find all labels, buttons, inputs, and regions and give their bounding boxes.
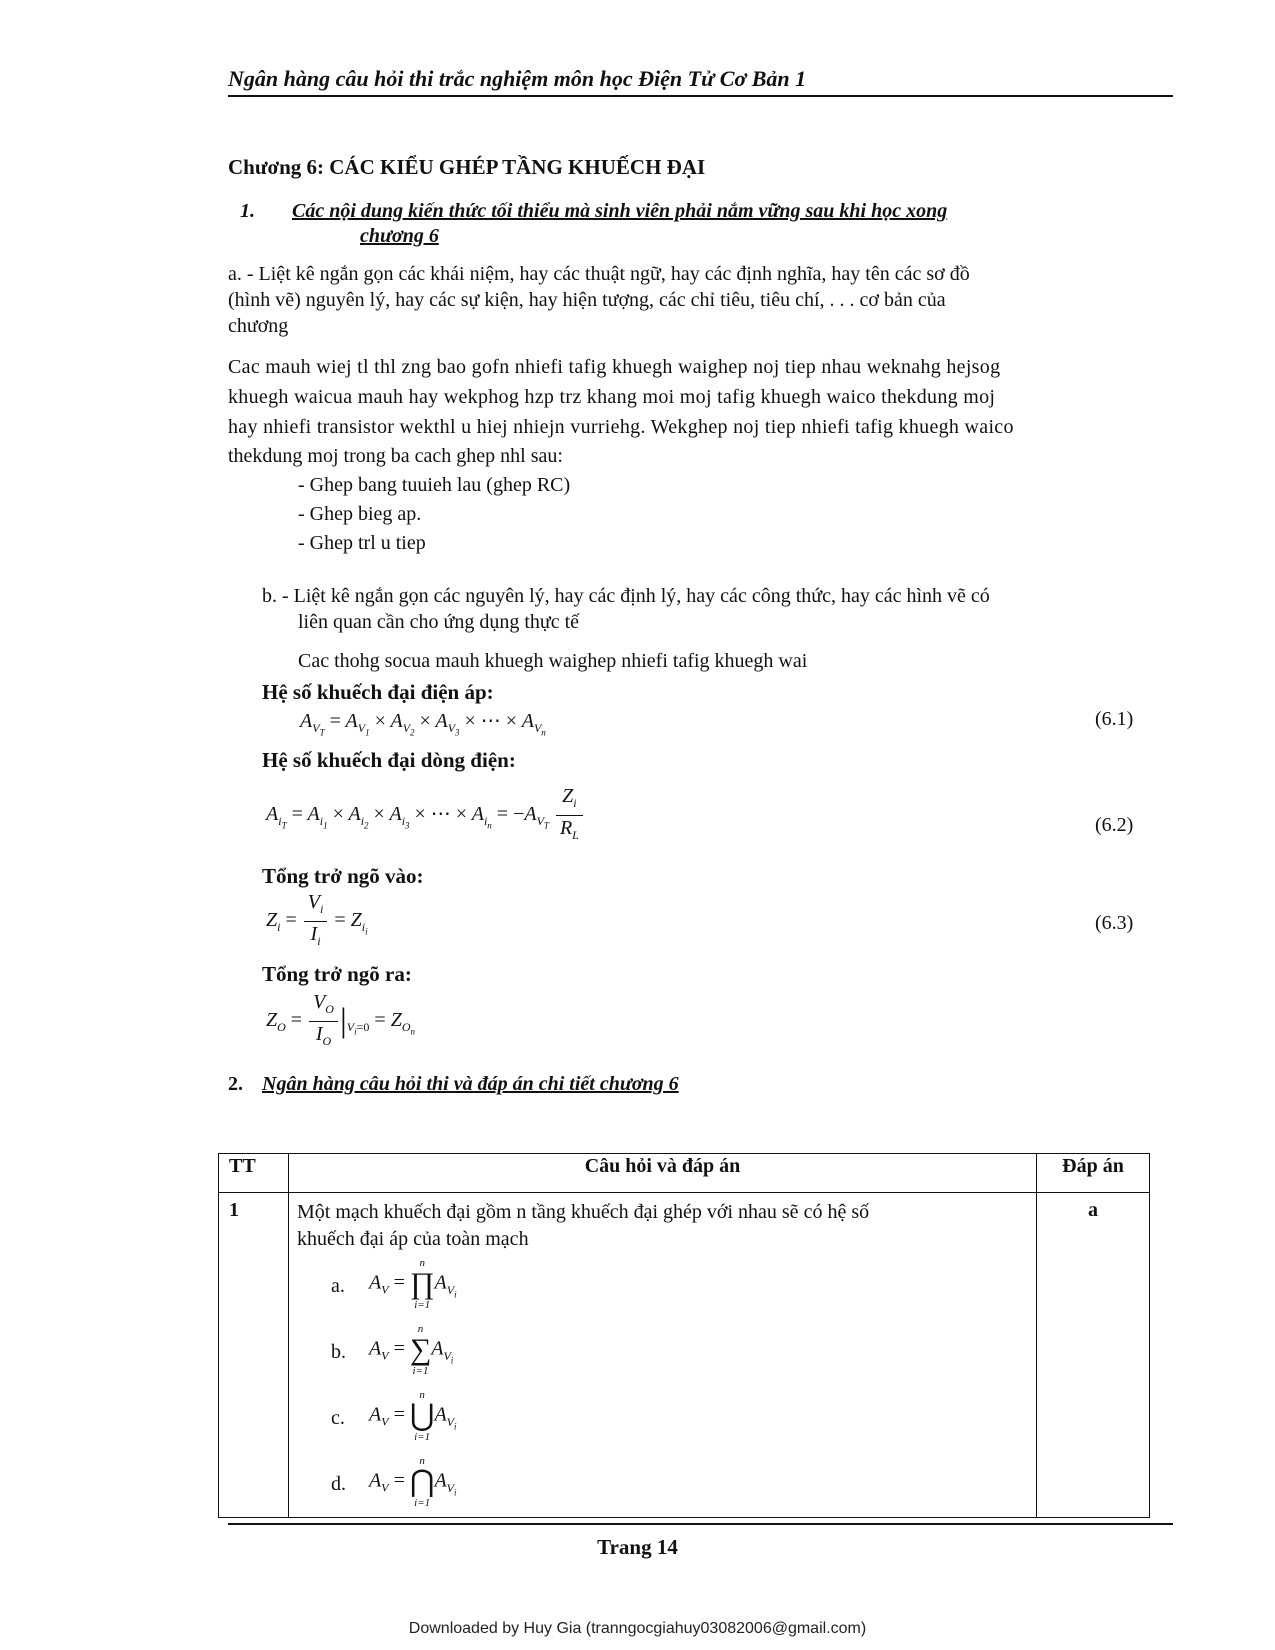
input-impedance-heading: Tổng trở ngõ vào:	[262, 864, 424, 888]
option-b	[297, 1319, 1028, 1385]
section1-number: 1.	[240, 200, 255, 222]
part-b-intro: Cac thohg socua mauh khuegh waighep nhiefi tafig khuegh wai	[298, 650, 808, 672]
option-label: c.	[331, 1407, 345, 1429]
voltage-gain-heading: Hệ số khuếch đại điện áp:	[262, 680, 494, 704]
row-number: 1	[219, 1193, 289, 1518]
part-a-line1: a. - Liệt kê ngắn gọn các khái niệm, hay các thuật ngữ, hay các định nghĩa, hay tên các sơ đồ	[228, 263, 970, 285]
question-cell	[289, 1193, 1037, 1518]
body-line2: khuegh waicua mauh hay wekphog hzp trz khang moi moj tafig khuegh waico thekdung moj	[228, 386, 996, 408]
option-c	[297, 1385, 1028, 1451]
part-a-line3: chương	[228, 315, 289, 337]
option-label: d.	[331, 1473, 346, 1495]
footer-rule	[228, 1523, 1173, 1525]
input-impedance-formula: $Z_i$ = $\frac{V_i}{I_i}$ = $Z_{i_i}$	[266, 891, 368, 948]
equation-number: (6.3)	[1095, 912, 1134, 934]
answer-cell: a	[1037, 1193, 1150, 1518]
table-header-row	[219, 1154, 1150, 1193]
body-line4: thekdung moj trong ba cach ghep nhl sau:	[228, 445, 563, 467]
question-table	[218, 1153, 1150, 1518]
part-a-line2: (hình vẽ) nguyên lý, hay các sự kiện, hay hiện tượng, các chỉ tiêu, tiêu chí, . . . cơ bản của	[228, 289, 946, 311]
option-a	[297, 1253, 1028, 1319]
download-note: Downloaded by Huy Gia (tranngocgiahuy03082006@gmail.com)	[408, 1620, 867, 1637]
table-header-tt: TT	[219, 1154, 289, 1193]
chapter-title: Chương 6: CÁC KIỂU GHÉP TẦNG KHUẾCH ĐẠI	[228, 155, 706, 179]
section1-title-line1: Các nội dung kiến thức tối thiểu mà sinh viên phải nắm vững sau khi học xong	[292, 200, 948, 222]
body-line3: hay nhiefi transistor wekthl u hiej nhiejn vurriehg. Wekghep noj tiep nhiefi tafig khuegh waico	[228, 416, 1014, 438]
bullet-item: - Ghep bang tuuieh lau (ghep RC)	[298, 474, 571, 496]
option-c-formula: $A_V$ = n ⋃ i=1 $A_{V_i}$	[369, 1389, 457, 1443]
option-label: a.	[331, 1275, 345, 1297]
question-line1: Một mạch khuếch đại gồm n tầng khuếch đại ghép với nhau sẽ có hệ số	[297, 1201, 870, 1223]
header-rule	[228, 95, 1173, 97]
equation-number: (6.1)	[1095, 708, 1134, 730]
section2-number: 2.	[228, 1073, 243, 1095]
output-impedance-formula: $Z_O$ = $\frac{V_O}{I_O}$ $|_{V_i=0} = Z_{O_n}$	[266, 991, 415, 1048]
equation-number: (6.2)	[1095, 814, 1134, 836]
option-d-formula: $A_V$ = n ⋂ i=1 $A_{V_i}$	[369, 1455, 457, 1509]
table-header-question: Câu hỏi và đáp án	[289, 1154, 1037, 1193]
body-line1: Cac mauh wiej tl thl zng bao gofn nhiefi tafig khuegh waighep noj tiep nhau weknahg hejsog	[228, 356, 1001, 378]
question-line2: khuếch đại áp của toàn mạch	[297, 1228, 529, 1250]
section2-title: Ngân hàng câu hỏi thi và đáp án chi tiết chương 6	[262, 1073, 679, 1095]
voltage-gain-formula: $A_{V_T} = A_{V_1} \times A_{V_2} \times A_{V_3}$ × ⋯ × $A_{V_n}$	[300, 710, 546, 738]
part-b-line1: b. - Liệt kê ngắn gọn các nguyên lý, hay các định lý, hay các công thức, hay các hình vẽ có	[262, 585, 990, 607]
current-gain-heading: Hệ số khuếch đại dòng điện:	[262, 748, 516, 772]
option-b-formula: $A_V$ = n ∑ i=1 $A_{V_i}$	[369, 1323, 454, 1377]
current-gain-formula: $A_{i_T} = A_{i_1} \times A_{i_2} \times A_{i_3}$ × ⋯ × $A_{i_n} = -A_{V_T}$ $\frac{Z_i}{R_L}$	[266, 784, 585, 847]
header-title: Ngân hàng câu hỏi thi trắc nghiệm môn học Điện Tử Cơ Bản 1	[228, 66, 807, 91]
bullet-item: - Ghep bieg ap.	[298, 503, 422, 525]
section1-title-line2: chương 6	[360, 225, 439, 247]
output-impedance-heading: Tổng trở ngõ ra:	[262, 962, 412, 986]
table-row	[219, 1193, 1150, 1518]
option-label: b.	[331, 1341, 346, 1363]
option-a-formula: $A_V$ = n ∏ i=1 $A_{V_i}$	[369, 1257, 457, 1311]
option-d	[297, 1451, 1028, 1517]
table-header-answer: Đáp án	[1037, 1154, 1150, 1193]
page-number: Trang 14	[597, 1535, 678, 1559]
bullet-item: - Ghep trl u tiep	[298, 532, 426, 554]
part-b-line2: liên quan cần cho ứng dụng thực tế	[298, 611, 580, 633]
